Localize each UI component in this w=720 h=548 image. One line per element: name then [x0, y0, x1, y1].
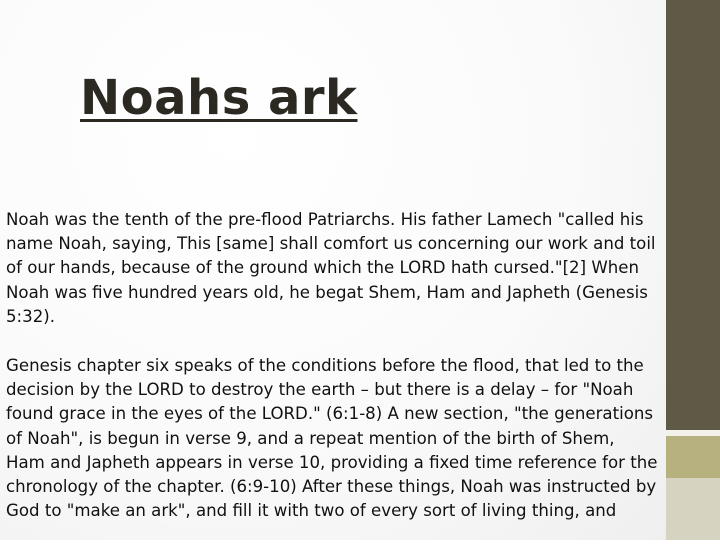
slide-body [6, 208, 658, 548]
paragraph-noah-lineage: Noah was the tenth of the pre-flood Patriarchs. His father Lamech "called his name Noah, saying, This [same] shall comfort us concerning our work and toil of our hands, because of the ground which the LORD hath cursed."[2] When Noah was five hundred years old, he begat Shem, Ham and Japheth (Genesis 5:32). [6, 210, 656, 326]
decorative-sidebar [666, 0, 720, 540]
slide-title: Noahs ark [80, 70, 358, 126]
sidebar-dark-band [666, 0, 720, 430]
sidebar-olive-band [666, 436, 720, 478]
sidebar-light-band [666, 478, 720, 540]
paragraph-genesis-chapter-six: Genesis chapter six speaks of the conditions before the flood, that led to the decision by the LORD to destroy the earth – but there is a delay – for "Noah found grace in the eyes of the LORD." (6:1-8) A new section, "the generations of Noah", is begun in verse 9, and a repeat mention of the birth of Shem, Ham and Japheth appears in verse 10, providing a fixed time reference for the chronology of the chapter. (6:9-10) After these things, Noah was instructed by God to "make an ark", and fill it with two of every sort of living thing, and [6, 356, 658, 521]
